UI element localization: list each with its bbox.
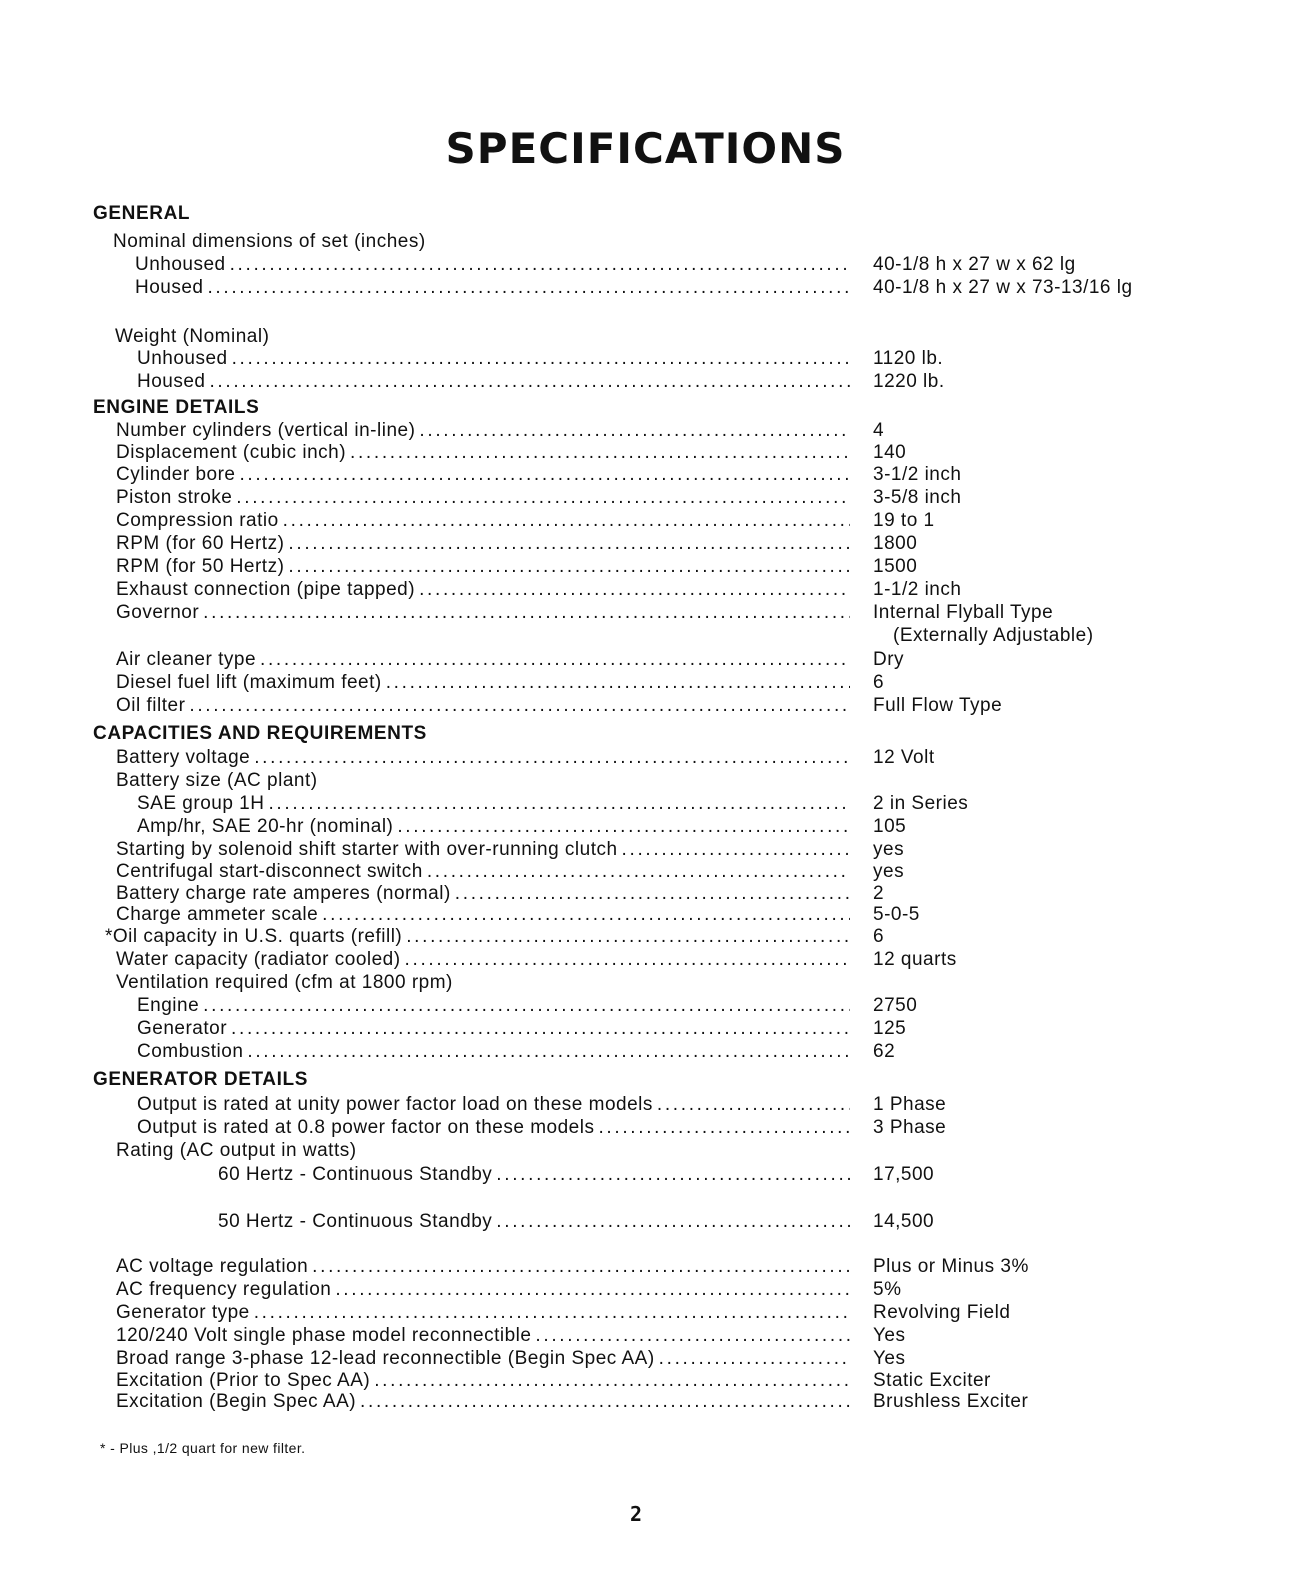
- rpm50-value: 1500: [873, 556, 918, 577]
- rating-label: Rating (AC output in watts): [116, 1140, 357, 1161]
- sae-group-label: SAE group 1H . . .: [137, 792, 850, 816]
- weight-unhoused-label: Unhoused . . .: [137, 347, 850, 371]
- displacement-value: 140: [873, 442, 907, 463]
- centrifugal-label: Centrifugal start-disconnect switch . . .: [116, 860, 850, 884]
- page-title: SPECIFICATIONS: [445, 124, 846, 173]
- governor-label: Governor . . .: [116, 601, 850, 625]
- ammeter-value: 5-0-5: [873, 904, 920, 925]
- weight-unhoused-value: 1120 lb.: [873, 348, 944, 369]
- unity-label: Output is rated at unity power factor load on these models . . .: [137, 1093, 850, 1117]
- water-value: 12 quarts: [873, 949, 957, 970]
- governor-value: Internal Flyball Type: [873, 602, 1054, 623]
- section-heading-capacities: CAPACITIES AND REQUIREMENTS: [93, 723, 427, 744]
- housed-label: Housed . . .: [135, 276, 850, 300]
- air-cleaner-value: Dry: [873, 649, 905, 670]
- hz50-label: 50 Hertz - Continuous Standby . . .: [218, 1210, 850, 1234]
- ammeter-label: Charge ammeter scale . . .: [116, 903, 850, 927]
- fuel-lift-value: 6: [873, 672, 885, 693]
- weight-label: Weight (Nominal): [115, 326, 270, 347]
- generator-cfm-value: 125: [873, 1018, 907, 1039]
- pf08-label: Output is rated at 0.8 power factor on these models . . .: [137, 1116, 850, 1140]
- combustion-cfm-value: 62: [873, 1041, 896, 1062]
- rpm60-value: 1800: [873, 533, 918, 554]
- cylinders-label: Number cylinders (vertical in-line) . . .: [116, 419, 850, 443]
- amphr-label: Amp/hr, SAE 20-hr (nominal) . . .: [137, 815, 850, 839]
- weight-housed-label: Housed . . .: [137, 370, 850, 394]
- rpm50-label: RPM (for 50 Hertz) . . .: [116, 555, 850, 579]
- broad-range-value: Yes: [873, 1348, 906, 1369]
- unhoused-value: 40-1/8 h x 27 w x 62 lg: [873, 254, 1076, 275]
- bore-label: Cylinder bore . . .: [116, 463, 850, 487]
- hz60-value: 17,500: [873, 1164, 935, 1185]
- displacement-label: Displacement (cubic inch) . . .: [116, 441, 850, 465]
- section-heading-general: GENERAL: [93, 203, 191, 224]
- oil-capacity-label: *Oil capacity in U.S. quarts (refill) . . .: [105, 925, 850, 949]
- generator-cfm-label: Generator . . .: [137, 1017, 850, 1041]
- excitation-begin-value: Brushless Exciter: [873, 1391, 1029, 1412]
- hz50-value: 14,500: [873, 1211, 935, 1232]
- stroke-value: 3-5/8 inch: [873, 487, 962, 508]
- battery-voltage-value: 12 Volt: [873, 747, 935, 768]
- section-heading-generator: GENERATOR DETAILS: [93, 1069, 308, 1090]
- hz60-label: 60 Hertz - Continuous Standby . . .: [218, 1163, 850, 1187]
- unhoused-label: Unhoused . . .: [135, 253, 850, 277]
- rpm60-label: RPM (for 60 Hertz) . . .: [116, 532, 850, 556]
- page-number: 2: [630, 1502, 643, 1526]
- reconnect-value: Yes: [873, 1325, 906, 1346]
- unity-value: 1 Phase: [873, 1094, 947, 1115]
- cylinders-value: 4: [873, 420, 885, 441]
- compression-label: Compression ratio . . .: [116, 509, 850, 533]
- oil-filter-value: Full Flow Type: [873, 695, 1003, 716]
- broad-range-label: Broad range 3-phase 12-lead reconnectible (Begin Spec AA) . . .: [116, 1347, 850, 1371]
- freq-reg-label: AC frequency regulation . . .: [116, 1278, 850, 1302]
- generator-type-value: Revolving Field: [873, 1302, 1011, 1323]
- water-label: Water capacity (radiator cooled) . . .: [116, 948, 850, 972]
- air-cleaner-label: Air cleaner type . . .: [116, 648, 850, 672]
- oil-capacity-value: 6: [873, 926, 885, 947]
- section-heading-engine: ENGINE DETAILS: [93, 397, 260, 418]
- compression-value: 19 to 1: [873, 510, 935, 531]
- centrifugal-value: yes: [873, 861, 905, 882]
- oil-filter-label: Oil filter . . .: [116, 694, 850, 718]
- sae-group-value: 2 in Series: [873, 793, 969, 814]
- voltage-reg-label: AC voltage regulation . . .: [116, 1255, 850, 1279]
- engine-cfm-value: 2750: [873, 995, 918, 1016]
- battery-size-label: Battery size (AC plant): [116, 770, 318, 791]
- governor-note: (Externally Adjustable): [893, 625, 1094, 646]
- excitation-begin-label: Excitation (Begin Spec AA) . . .: [116, 1390, 850, 1414]
- charge-rate-label: Battery charge rate amperes (normal) . . .: [116, 882, 850, 906]
- starting-value: yes: [873, 839, 905, 860]
- reconnect-label: 120/240 Volt single phase model reconnectible . . .: [116, 1324, 850, 1348]
- housed-value: 40-1/8 h x 27 w x 73-13/16 lg: [873, 277, 1133, 298]
- fuel-lift-label: Diesel fuel lift (maximum feet) . . .: [116, 671, 850, 695]
- voltage-reg-value: Plus or Minus 3%: [873, 1256, 1029, 1277]
- generator-type-label: Generator type . . .: [116, 1301, 850, 1325]
- battery-voltage-label: Battery voltage . . .: [116, 746, 850, 770]
- engine-cfm-label: Engine . . .: [137, 994, 850, 1018]
- excitation-prior-value: Static Exciter: [873, 1370, 991, 1391]
- bore-value: 3-1/2 inch: [873, 464, 962, 485]
- charge-rate-value: 2: [873, 883, 885, 904]
- combustion-cfm-label: Combustion . . .: [137, 1040, 850, 1064]
- excitation-prior-label: Excitation (Prior to Spec AA) . . .: [116, 1369, 850, 1393]
- freq-reg-value: 5%: [873, 1279, 902, 1300]
- ventilation-label: Ventilation required (cfm at 1800 rpm): [116, 972, 453, 993]
- exhaust-label: Exhaust connection (pipe tapped) . . .: [116, 578, 850, 602]
- pf08-value: 3 Phase: [873, 1117, 947, 1138]
- weight-housed-value: 1220 lb.: [873, 371, 945, 392]
- dimensions-label: Nominal dimensions of set (inches): [113, 231, 426, 252]
- starting-label: Starting by solenoid shift starter with over-running clutch . . .: [116, 838, 850, 862]
- amphr-value: 105: [873, 816, 907, 837]
- stroke-label: Piston stroke . . .: [116, 486, 850, 510]
- exhaust-value: 1-1/2 inch: [873, 579, 962, 600]
- footnote: * - Plus ,1/2 quart for new filter.: [100, 1440, 306, 1456]
